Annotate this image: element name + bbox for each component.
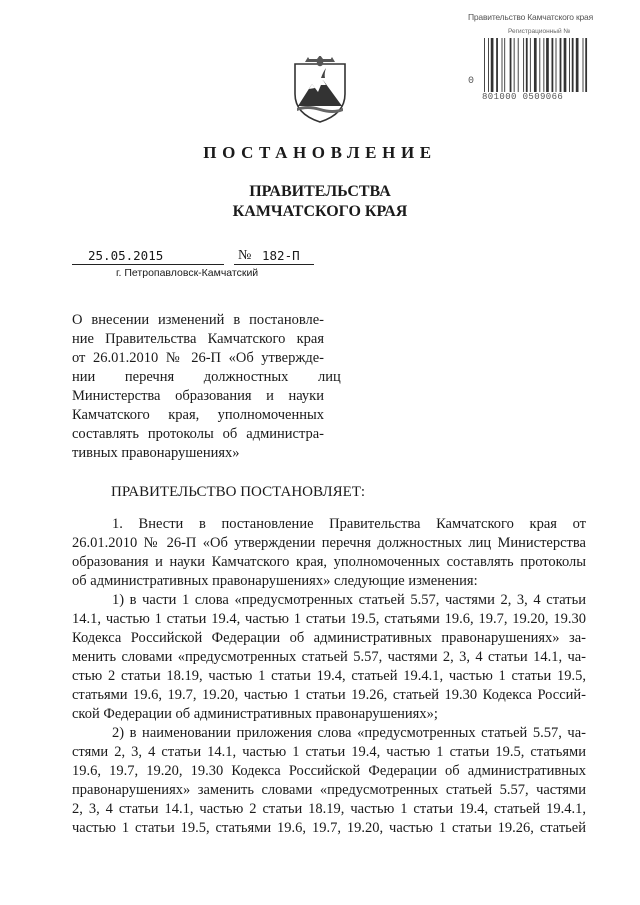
body-line: 2) в наименовании приложения слова «предусмотренных статьей 5.57, ча- bbox=[112, 725, 586, 741]
body-line: 19.6, 19.7, 19.20, 19.30 Кодекса Российской Федерации об административных bbox=[72, 763, 586, 779]
subject-line: Министерства образования и науки bbox=[72, 388, 324, 404]
subject-line: тивных правонарушениях» bbox=[72, 445, 240, 461]
body-line: ской Федерации об административных правонарушениях»; bbox=[72, 706, 438, 722]
number-underline bbox=[234, 264, 314, 265]
document-number: 182-П bbox=[262, 248, 300, 263]
issuer-line: ПРАВИТЕЛЬСТВА bbox=[249, 183, 391, 200]
body-line: правонарушениях» заменить словами «предусмотренных статьей 5.57, частями bbox=[72, 782, 586, 798]
body-line: об административных правонарушениях» следующие изменения: bbox=[72, 573, 478, 589]
body-line: статьями 19.6, 19.7, 19.20, частью 1 статьи 19.26, статьей 19.30 Кодекса Россий- bbox=[72, 687, 586, 703]
issuer bbox=[0, 182, 640, 222]
document-body bbox=[72, 515, 586, 838]
barcode-lead: 0 bbox=[468, 76, 475, 87]
subject-line: ние Правительства Камчатского края bbox=[72, 331, 324, 347]
body-line: образования и науки Камчатского края, уполномоченных составлять протоколы bbox=[72, 554, 586, 570]
body-line: 1) в части 1 слова «предусмотренных статьей 5.57, частями 2, 3, 4 статьи bbox=[112, 592, 586, 608]
subject-line: О внесении изменений в постановле- bbox=[72, 312, 324, 328]
document-subject bbox=[72, 311, 341, 463]
body-line: менить словами «предусмотренных статьей 5.57, частями 2, 3, 4 статьи 14.1, ча- bbox=[72, 649, 586, 665]
number-sign: № bbox=[238, 248, 252, 263]
barcode bbox=[482, 38, 622, 92]
body-line: стью 2 статьи 18.19, частью 1 статьи 19.4, статьей 19.4.1, частью 1 статьи 19.5, bbox=[72, 668, 586, 684]
body-line: 2, 3, 4 статьи 14.1, частью 2 статьи 18.19, частью 1 статьи 19.4, статьей 19.4.1, bbox=[72, 801, 586, 817]
subject-line: от 26.01.2010 № 26-П «Об утвержде- bbox=[72, 350, 324, 366]
body-line: 26.01.2010 № 26-П «Об утверждении перечня должностных лиц Министерства bbox=[72, 535, 586, 551]
body-line: частью 1 статьи 19.5, статьями 19.6, 19.7, 19.20, частью 1 статьи 19.26, статьей bbox=[72, 820, 586, 836]
stamp-org: Правительство Камчатского края bbox=[468, 12, 593, 22]
coat-of-arms-icon bbox=[292, 56, 348, 124]
body-line: стями 2, 3, 4 статьи 14.1, частью 1 статьи 19.4, частью 1 статьи 19.5, статьями bbox=[72, 744, 586, 760]
barcode-number: 801000 0509066 bbox=[482, 92, 564, 102]
city: г. Петропавловск-Камчатский bbox=[116, 267, 259, 279]
document-type: ПОСТАНОВЛЕНИЕ bbox=[203, 143, 437, 162]
issuer-line: КАМЧАТСКОГО КРАЯ bbox=[232, 203, 408, 220]
subject-line: Камчатского края, уполномоченных bbox=[72, 407, 324, 423]
stamp-reg-label: Регистрационный № bbox=[508, 28, 571, 35]
body-line: 1. Внести в постановление Правительства Камчатского края от bbox=[112, 516, 586, 532]
subject-line: составлять протоколы об администра- bbox=[72, 426, 324, 442]
subject-line: нии перечня должностных лиц bbox=[72, 369, 341, 385]
body-line: 14.1, частью 1 статьи 19.4, частью 1 статьи 19.5, статьями 19.6, 19.7, 19.20, 19.30 bbox=[72, 611, 586, 627]
document-date: 25.05.2015 bbox=[88, 248, 164, 263]
body-line: Кодекса Российской Федерации об административных правонарушениях» за- bbox=[72, 630, 586, 646]
resolves-heading: ПРАВИТЕЛЬСТВО ПОСТАНОВЛЯЕТ: bbox=[111, 484, 366, 500]
date-underline bbox=[72, 264, 224, 265]
